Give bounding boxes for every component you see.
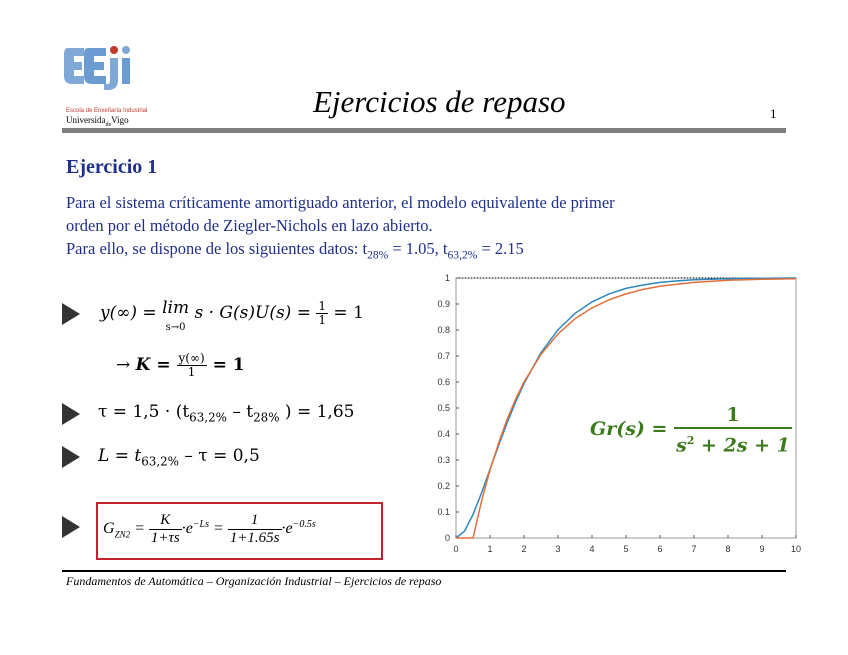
eq4-sub: 63,2% [141,454,179,469]
y-tick-label: 1 [444,273,450,283]
x-tick-label: 5 [623,544,629,554]
eq5-eq2: = [209,520,228,538]
y-tick-label: 0.9 [437,299,450,309]
y-tick-label: 0.2 [437,481,450,491]
statement-line-3 [66,237,786,267]
eq5-f2-num: 1 [228,512,282,530]
x-tick-label: 1 [487,544,493,554]
eq3-b: – t [226,402,254,422]
eq2-fraction [177,352,207,379]
tf-den-base: s [676,434,687,457]
eq2-k: K = [135,355,177,375]
eq5-mid: ·e [181,520,193,538]
x-tick-label: 9 [759,544,765,554]
eq5-fraction-2 [228,512,282,547]
equation-gain [116,352,245,379]
x-tick-label: 8 [725,544,731,554]
tf-num: 1 [674,403,792,429]
eq5-gsub: ZN2 [114,529,131,540]
header-divider [62,128,786,133]
tf-den-exp: 2 [686,434,695,447]
eq5-fraction-1 [149,512,182,547]
eq1-num: 1 [318,299,327,313]
eq3-sub1: 63,2% [189,410,227,425]
university-vigo: Vigo [111,115,129,125]
model-result-box [96,502,383,560]
bullet-icon [62,403,80,425]
y-tick-label: 0.1 [437,507,450,517]
transfer-function [590,403,792,457]
exercise-statement [66,191,786,267]
eq2-arrow: → [116,355,136,375]
exercise-heading: Ejercicio 1 [66,156,158,178]
bullet-icon [62,303,80,325]
statement-line-1: Para el sistema críticamente amortiguado anterior, el modelo equivalente de primer [66,193,615,212]
bullet-icon [62,446,80,468]
eq2-end: = 1 [206,355,245,375]
tf-den [674,429,792,457]
x-tick-label: 2 [521,544,527,554]
page-title: Ejercicios de repaso [313,84,566,119]
eq5-f1-den: 1+τs [150,530,180,546]
eq1-end: = 1 [328,303,364,323]
eq5-f1-num: K [149,512,182,530]
footer-text: Fundamentos de Automática – Organización Industrial – Ejercicios de repaso [66,574,442,588]
school-name: Escola de Enxeñaría Industrial [66,108,148,114]
logo [62,40,142,92]
eq1-fraction [316,300,328,327]
y-tick-label: 0.6 [437,377,450,387]
eei-logo-mark [62,40,142,92]
eq5-exp2: −0.5s [292,518,316,530]
university-de: de [105,121,112,128]
y-tick-label: 0.4 [437,429,450,439]
university-name [66,115,129,128]
y-tick-label: 0.8 [437,325,450,335]
eq5-g: G [103,520,115,538]
t28-subscript: 28% [367,249,389,262]
equation-steady-state [100,300,364,334]
eq5-eq: = [130,520,149,538]
line3-mid: = 1.05, t [388,239,448,258]
eq3-c: ) = 1,65 [279,402,355,422]
footer-divider [62,570,786,572]
y-tick-label: 0.5 [437,403,450,413]
eq1-rest: s · G(s)U(s) = [189,303,317,323]
eq3-a: τ = 1,5 · (t [98,402,190,422]
x-tick-label: 0 [453,544,459,554]
tf-den-rest: + 2s + 1 [694,434,790,457]
equation-zn-model [103,512,316,547]
eq1-lim-sub: s→0 [165,322,186,333]
page-number: 1 [770,106,777,121]
tf-fraction [674,403,792,457]
equation-tau [98,402,354,424]
line3-end: = 2.15 [477,239,524,258]
statement-line-2: orden por el método de Ziegler-Nichols en lazo abierto. [66,216,433,235]
x-tick-label: 3 [555,544,561,554]
eq4-a: L = t [98,446,142,466]
x-tick-label: 6 [657,544,663,554]
eq2-den: 1 [187,365,196,379]
eq3-sub2: 28% [253,410,280,425]
eq2-num: y(∞) [178,351,205,365]
eq1-left: y(∞) = [100,303,163,323]
y-tick-label: 0.3 [437,455,450,465]
tf-label: Gr(s) = [590,418,675,441]
eq5-exp1: −Ls [192,518,210,530]
x-tick-label: 4 [589,544,595,554]
eq5-mid2: ·e [281,520,293,538]
bullet-icon [62,516,80,538]
t632-subscript: 63,2% [447,249,478,262]
university-part: Universida [66,115,106,125]
x-tick-label: 7 [691,544,697,554]
y-tick-label: 0 [444,533,450,543]
equation-delay [98,446,260,468]
y-tick-label: 0.7 [437,351,450,361]
eq1-den: 1 [318,313,327,327]
eq1-lim: lim [162,298,190,318]
eq5-f2-den: 1+1.65s [229,530,280,546]
line3-prefix: Para ello, se dispone de los siguientes datos: t [66,239,368,258]
eq4-b: – τ = 0,5 [178,446,260,466]
x-tick-label: 10 [790,544,802,554]
